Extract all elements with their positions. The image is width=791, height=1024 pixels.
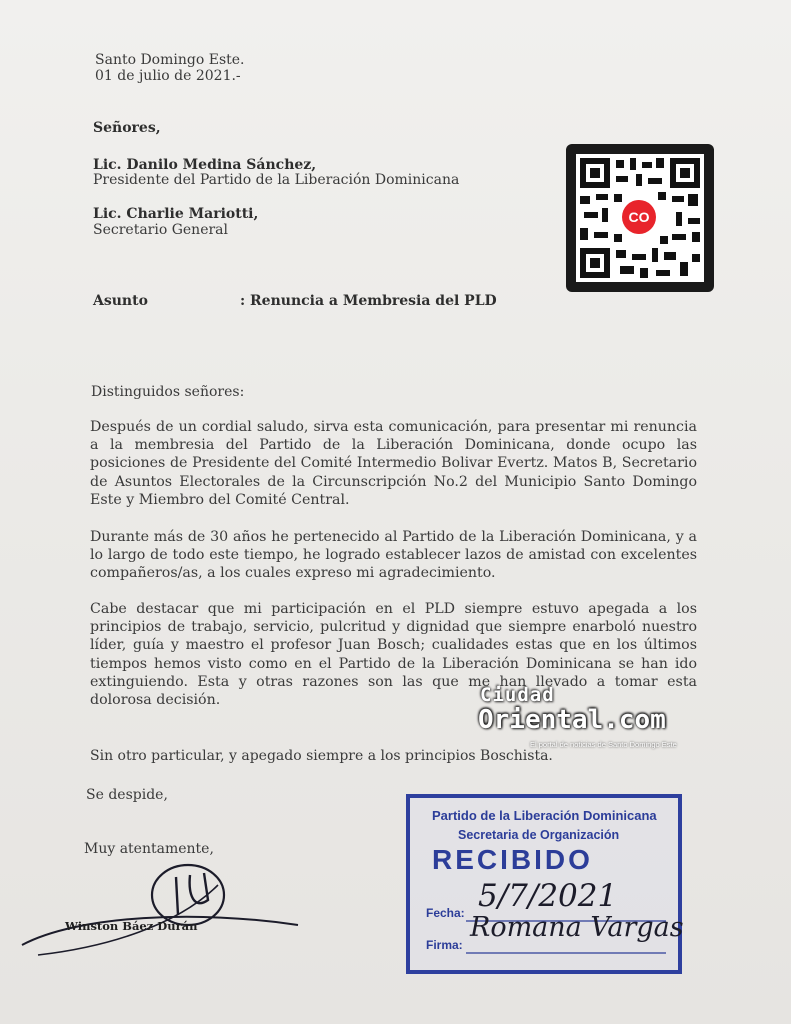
paragraph-3: Cabe destacar que mi participación en el PLD siempre estuvo apegada a los principios de trabajo, servicio, pulcritud y dignidad que siempre enarboló nuestro líder, guía y maestro el profesor Juan Bosch; cualidades estas que en los últimos tiempos hemos visto como en el Partido de la Liberación Dominicana se han ido extinguiendo. Esta y otras razones son las que me han llevado a tomar esta dolorosa decisión.: [90, 601, 697, 709]
greeting: Distinguidos señores:: [91, 384, 245, 400]
stamp-signature-label: Firma:: [426, 938, 463, 952]
paragraph-2: Durante más de 30 años he pertenecido al Partido de la Liberación Dominicana, y a lo largo de todo este tiempo, he logrado establecer lazos de amistad con excelentes compañeros/as, a los cuales expreso mi agradecimiento.: [90, 529, 697, 582]
stamp-signature-line: [466, 950, 666, 956]
stamp-org: Partido de la Liberación Dominicana: [432, 808, 657, 823]
watermark-tagline: El portal de noticias de Santo Domingo Este: [530, 740, 677, 749]
letter-place: Santo Domingo Este.: [95, 52, 245, 68]
paragraph-4: Sin otro particular, y apegado siempre a los principios Boschista.: [90, 748, 553, 764]
recipient1-name: Lic. Danilo Medina Sánchez,: [93, 157, 317, 173]
recipient2-title: Secretario General: [93, 222, 229, 238]
closing-despide: Se despide,: [86, 787, 168, 803]
stamp-date-label: Fecha:: [426, 906, 465, 920]
salutation-to: Señores,: [93, 120, 161, 136]
letter-date: 01 de julio de 2021.-: [95, 68, 241, 84]
recipient1-title: Presidente del Partido de la Liberación Dominicana: [93, 172, 460, 188]
handwritten-signature: [18, 855, 318, 965]
closing-atentamente: Muy atentamente,: [84, 841, 214, 857]
stamp-handwritten-date: 5/7/2021: [478, 878, 618, 914]
watermark-line2: Oriental.com: [478, 705, 666, 735]
recipient2-name: Lic. Charlie Mariotti,: [93, 206, 259, 222]
watermark-line1: Ciudad: [480, 684, 555, 706]
stamp-handwritten-signature: Romana Vargas: [470, 912, 684, 943]
stamp-dept: Secretaria de Organización: [458, 828, 620, 842]
paragraph-1: Después de un cordial saludo, sirva esta comunicación, para presentar mi renuncia a la membresia del Partido de la Liberación Dominicana, donde ocupo las posiciones de Presidente del Comité Intermedio Bolivar Evertz. Matos B, Secretario de Asuntos Electorales de la Circunscripción No.2 del Municipio Santo Domingo Este y Miembro del Comité Central.: [90, 419, 697, 508]
qr-brand-badge: CO: [622, 200, 656, 234]
subject-label: Asunto: [93, 293, 148, 309]
signer-name: Winston Báez Durán: [65, 919, 198, 933]
stamp-status: RECIBIDO: [432, 844, 593, 875]
subject-value: : Renuncia a Membresia del PLD: [240, 293, 497, 309]
